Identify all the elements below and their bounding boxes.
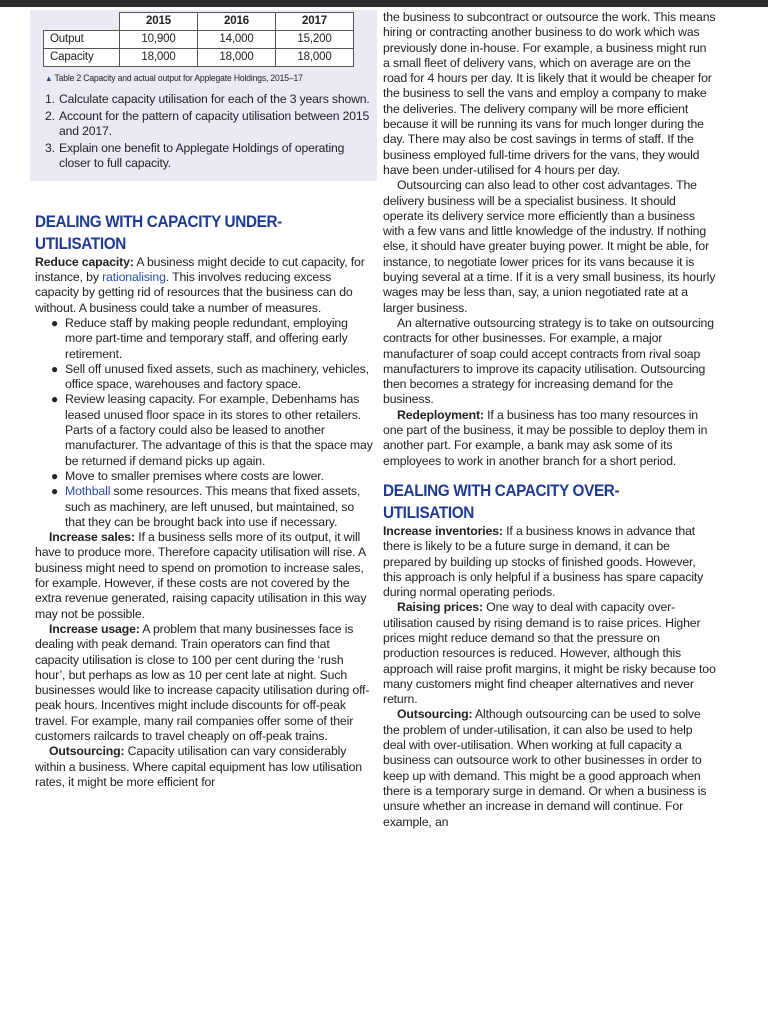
list-item bbox=[51, 484, 374, 530]
right-column bbox=[383, 10, 716, 830]
list-item-text: Move to smaller premises where costs are lower. bbox=[65, 468, 324, 483]
question-text: Explain one benefit to Applegate Holdings of operating closer to full capacity. bbox=[59, 140, 345, 171]
outsourcing-continued-paragraph: the business to subcontract or outsource the work. This means hiring or contracting another business to do work which was previously done in-house. For example, a business might run a small fleet of delivery vans, which on average are on the road for 4 hours per day. It is likely that it would be cheaper for the business to sell the vans and employ a company to make the deliveries. The delivery company will be more efficient because it will be running its vans for much longer during the day. There may also be cost savings in terms of staff. If the business employed full-time drivers for the vans, they would have been under-utilised for 4 hours per day. bbox=[383, 10, 716, 177]
outsourcing-text: Capacity utilisation can vary considerably within a business. Where capital equipment has low utilisation rates, it might be more efficient for bbox=[35, 744, 362, 789]
table-corner-cell bbox=[44, 13, 120, 31]
reduce-capacity-text: A business might decide to cut capacity, for instance, by bbox=[35, 254, 365, 285]
increase-sales-paragraph bbox=[35, 530, 374, 622]
raising-prices-text: One way to deal with capacity over-utilisation caused by rising demand is to raise prices. Higher prices might reduce demand so that the pressure on production resources is reduced. However, although this approach will raise profit margins, it might be risky because too many customers might find cheaper alternatives and never return. bbox=[383, 600, 716, 707]
mothball-keyword: Mothball bbox=[65, 484, 111, 499]
rationalising-keyword: rationalising bbox=[102, 270, 166, 285]
question-item bbox=[45, 141, 372, 172]
question-number: 2. bbox=[45, 108, 55, 123]
outsourcing-paragraph bbox=[35, 744, 374, 790]
over-utilisation-heading: DEALING WITH CAPACITY OVER-UTILISATION bbox=[383, 480, 620, 522]
question-number: 1. bbox=[45, 92, 55, 107]
list-item bbox=[51, 469, 374, 484]
outsourcing-label: Outsourcing: bbox=[49, 744, 125, 759]
increase-inventories-label: Increase inventories: bbox=[383, 523, 503, 538]
question-item bbox=[45, 109, 372, 140]
table-caption bbox=[45, 71, 356, 86]
list-item-text: Reduce staff by making people redundant, employing more part-time and temporary staff, and offering early retirement. bbox=[65, 315, 348, 361]
redeployment-text: If a business has too many resources in one part of the business, it may be possible to deploy them in another part. For example, a bank may ask some of its employees to work in another branch for a short period. bbox=[383, 407, 708, 468]
bullet-icon: ● bbox=[51, 315, 59, 330]
increase-usage-label: Increase usage: bbox=[49, 621, 140, 636]
bullet-icon: ● bbox=[51, 468, 59, 483]
top-border bbox=[0, 0, 768, 7]
table-cell: 14,000 bbox=[198, 31, 276, 49]
triangle-marker-icon: ▲ bbox=[45, 74, 53, 83]
redeployment-label: Redeployment: bbox=[397, 407, 484, 422]
bullet-icon: ● bbox=[51, 361, 59, 376]
list-item bbox=[51, 316, 374, 362]
table-cell: 15,200 bbox=[276, 31, 354, 49]
under-utilisation-heading: DEALING WITH CAPACITY UNDER-UTILISATION bbox=[35, 211, 282, 253]
increase-inventories-text: If a business knows in advance that there is likely to be a future surge in demand, it can be prepared by building up stocks of finished goods. However, this approach is only helpful if a business has spare capacity during normal operating periods. bbox=[383, 523, 704, 600]
table-row bbox=[44, 49, 354, 67]
reduce-measures-list bbox=[51, 316, 374, 530]
list-item bbox=[51, 392, 374, 468]
alternative-outsourcing-paragraph: An alternative outsourcing strategy is to take on outsourcing contracts for other businesses. For example, a major manufacturer of soap could accept contracts from rival soap manufacturers to improve its capacity utilisation. Outsourcing then becomes a strategy for increasing demand for the business. bbox=[383, 315, 714, 407]
table-cell: 18,000 bbox=[198, 49, 276, 67]
question-number: 3. bbox=[45, 140, 55, 155]
reduce-capacity-label: Reduce capacity: bbox=[35, 254, 134, 269]
question-item bbox=[45, 92, 372, 108]
list-item-text: Sell off unused fixed assets, such as machinery, vehicles, office space, warehouses and factory space. bbox=[65, 361, 369, 392]
raising-prices-paragraph bbox=[383, 600, 716, 707]
activity-box bbox=[30, 10, 377, 181]
table-year-cell: 2016 bbox=[198, 13, 276, 31]
table-header-row bbox=[44, 13, 354, 31]
increase-sales-label: Increase sales: bbox=[49, 530, 135, 545]
table-year-cell: 2015 bbox=[120, 13, 198, 31]
redeployment-paragraph bbox=[383, 408, 716, 469]
over-outsourcing-paragraph bbox=[383, 707, 716, 829]
cost-advantages-paragraph: Outsourcing can also lead to other cost advantages. The delivery business will be a specialist business. It should operate its delivery service more efficiently than a business with a few vans and little knowledge of the industry. If nothing else, it should have greater buying power. It might be able, for instance, to negotiate lower prices for its vans because it is buying several at a time. If it is a very small business, its hourly wages may be less than, say, a union negotiated rate at a larger business. bbox=[383, 178, 716, 315]
increase-inventories-paragraph bbox=[383, 524, 716, 600]
left-column bbox=[35, 10, 374, 790]
list-item-text: some resources. This means that fixed assets, such as machinery, are left unused, but maintained, so that they can be brought back into use if necessary. bbox=[65, 484, 361, 529]
question-list bbox=[45, 92, 372, 172]
question-text: Account for the pattern of capacity utilisation between 2015 and 2017. bbox=[59, 108, 370, 139]
table-row-label: Output bbox=[44, 31, 120, 49]
table-caption-text: Table 2 Capacity and actual output for Applegate Holdings, 2015–17 bbox=[54, 73, 303, 83]
table-cell: 18,000 bbox=[120, 49, 198, 67]
table-row bbox=[44, 31, 354, 49]
increase-usage-paragraph bbox=[35, 622, 374, 744]
raising-prices-label: Raising prices: bbox=[397, 600, 483, 615]
over-outsourcing-text: Although outsourcing can be used to solve the problem of under-utilisation, it can also be used to help deal with over-utilisation. When working at full capacity a business can outsource work to other businesses in order to keep up with demand. This might be a good approach when there is a temporary surge in demand. Or when a business is unsure whether an increase in demand will continue. For example, an bbox=[383, 707, 707, 829]
over-outsourcing-label: Outsourcing: bbox=[397, 707, 473, 722]
increase-usage-text: A problem that many businesses face is dealing with peak demand. Train operators can find that capacity utilisation is close to 100 per cent during the ‘rush hour’, but perhaps as low as 10 per cent late at night. Such businesses would like to increase capacity utilisation during off-peak hours. Incentives might include discounts for off-peak travel. For example, many rail companies offer some of their customers railcards to travel cheaply on off-peak trains. bbox=[35, 621, 370, 743]
table-year-cell: 2017 bbox=[276, 13, 354, 31]
increase-sales-text: If a business sells more of its output, it will have to produce more. Therefore capacity utilisation will rise. A business might need to spend on promotion to increase sales, for example. However, if these costs are not covered by the extra revenue generated, raising capacity utilisation in this way may not be possible. bbox=[35, 530, 367, 621]
table-cell: 10,900 bbox=[120, 31, 198, 49]
reduce-capacity-text-end: . This involves reducing excess capacity by getting rid of resources that the business can do without. A business could take a number of measures. bbox=[35, 270, 353, 315]
question-text: Calculate capacity utilisation for each of the 3 years shown. bbox=[59, 92, 370, 107]
table-row-label: Capacity bbox=[44, 49, 120, 67]
list-item-text: Review leasing capacity. For example, Debenhams has leased unused floor space in its stores to other retailers. Parts of a factory could also be leased to another manufacturer. The advantage of this is that the space may be returned if demand picks up again. bbox=[65, 392, 373, 468]
reduce-capacity-paragraph bbox=[35, 255, 374, 316]
bullet-icon: ● bbox=[51, 392, 59, 407]
capacity-table bbox=[43, 12, 354, 67]
table-cell: 18,000 bbox=[276, 49, 354, 67]
bullet-icon: ● bbox=[51, 484, 59, 499]
list-item bbox=[51, 362, 374, 393]
